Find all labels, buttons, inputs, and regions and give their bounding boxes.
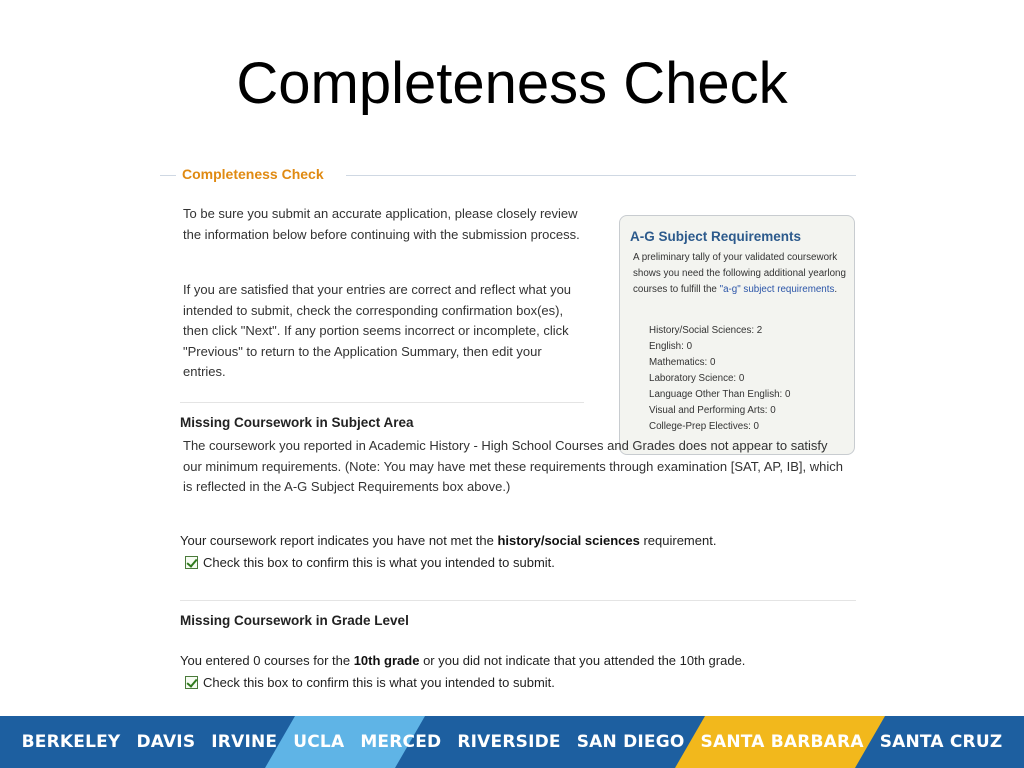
campus-san-diego: SAN DIEGO [576,732,685,752]
grade-level-confirm-checkbox[interactable] [185,676,198,689]
intro-paragraph-1: To be sure you submit an accurate application, please closely review the information below before continuing with the submission process. [183,206,580,242]
divider-2 [180,600,856,601]
campus-berkeley: BERKELEY [21,732,121,752]
ag-desc-end: . [834,284,838,295]
divider-1 [180,402,584,403]
ag-requirements-list [649,323,790,435]
ag-item-lab-science: Laboratory Science: 0 [649,373,745,384]
ag-item-arts: Visual and Performing Arts: 0 [649,405,776,416]
slide-title: Completeness Check [236,51,788,116]
ag-requirements-link[interactable]: "a-g" subject requirements [719,284,835,295]
section-header [160,166,856,184]
req-text: Your coursework report indicates you have not met the [180,533,498,548]
campus-ucla: UCLA [293,732,345,752]
subject-area-confirm-row[interactable] [185,555,555,570]
grade-level-confirm-label[interactable]: Check this box to confirm this is what you intended to submit. [203,675,555,690]
ag-item-english: English: 0 [649,341,693,352]
header-rule-right [346,175,856,176]
ag-item-mathematics: Mathematics: 0 [649,357,716,368]
subject-area-confirm-label[interactable]: Check this box to confirm this is what you intended to submit. [203,555,555,570]
req-subject: history/social sciences [497,533,640,548]
header-rule-left [160,175,176,176]
campus-davis: DAVIS [136,732,196,752]
grade-req-text-end: or you did not indicate that you attended the 10th grade. [419,653,746,668]
subject-area-requirement [180,533,716,548]
campus-merced: MERCED [360,732,442,752]
section-header-label: Completeness Check [182,166,324,182]
ag-desc-text: A preliminary tally of your validated coursework shows you need the following additional yearlong courses to fulfill the [633,252,846,295]
campus-riverside: RIVERSIDE [457,732,561,752]
ag-requirements-box [619,215,855,455]
grade-level-confirm-row[interactable] [185,675,555,690]
ag-box-title: A-G Subject Requirements [630,229,802,244]
grade-level-heading: Missing Coursework in Grade Level [180,613,409,628]
campus-santa-barbara: SANTA BARBARA [700,732,864,752]
intro-paragraph-2: If you are satisfied that your entries are correct and reflect what you intended to submit, check the corresponding confirmation box(es), then click "Next". If any portion seems incorrect or incomplete, click "Previous" to return to the Application Summary, then edit your entries. [183,282,572,379]
ag-item-history: History/Social Sciences: 2 [649,325,763,336]
subject-area-confirm-checkbox[interactable] [185,556,198,569]
grade-req-grade: 10th grade [353,653,420,668]
campus-irvine: IRVINE [211,732,278,752]
grade-level-requirement [180,653,745,668]
ag-item-electives: College-Prep Electives: 0 [649,421,759,432]
completeness-panel [160,158,856,708]
uc-campus-banner [0,716,1024,768]
subject-area-heading: Missing Coursework in Subject Area [180,415,414,430]
req-text-end: requirement. [639,533,717,548]
campus-list [0,716,1024,768]
grade-req-text: You entered 0 courses for the [180,653,354,668]
ag-box-description [633,250,848,298]
subject-area-body: The coursework you reported in Academic History - High School Courses and Grades does not appear to satisfy our minimum requirements. (Note: You may have met these requirements through examination [SAT, AP, IB], which is reflected in the A-G Subject Requirements box above.) [183,438,843,494]
ag-item-language: Language Other Than English: 0 [649,389,791,400]
campus-santa-cruz: SANTA CRUZ [879,732,1003,752]
